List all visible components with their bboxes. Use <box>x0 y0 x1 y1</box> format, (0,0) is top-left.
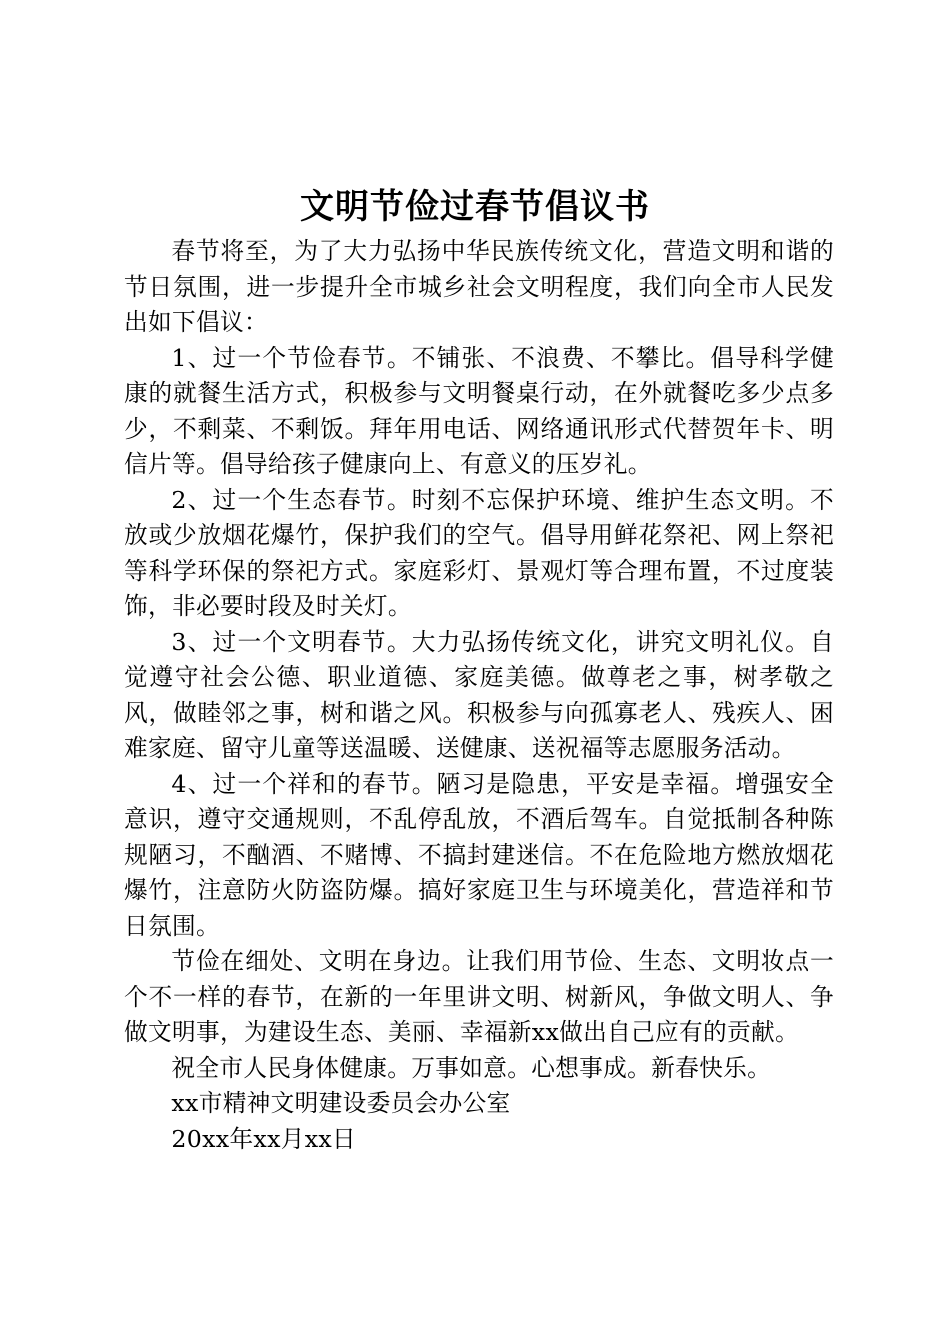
greeting-line: 祝全市人民身体健康。万事如意。心想事成。新春快乐。 <box>171 1053 772 1082</box>
proposal-item-1: 1、过一个节俭春节。不铺张、不浪费、不攀比。倡导科学健康的就餐生活方式，积极参与文明餐桌行动，在外就餐吃多少点多少，不剩菜、不剩饭。拜年用电话、网络通讯形式代替贺年卡、明信片等。倡导给孩子健康向上、有意义的压岁礼。 <box>124 343 834 478</box>
proposal-item-2: 2、过一个生态春节。时刻不忘保护环境、维护生态文明。不放或少放烟花爆竹，保护我们的空气。倡导用鲜花祭祀、网上祭祀等科学环保的祭祀方式。家庭彩灯、景观灯等合理布置，不过度装饰，非必要时段及时关灯。 <box>124 485 834 620</box>
document-body <box>124 234 834 1157</box>
date-line: 20xx年xx月xx日 <box>171 1124 357 1153</box>
closing-paragraph: 节俭在细处、文明在身边。让我们用节俭、生态、文明妆点一个不一样的春节，在新的一年里讲文明、树新风，争做文明人、争做文明事，为建设生态、美丽、幸福新xx做出自己应有的贡献。 <box>124 947 834 1046</box>
intro-paragraph: 春节将至，为了大力弘扬中华民族传统文化，营造文明和谐的节日氛围，进一步提升全市城乡社会文明程度，我们向全市人民发出如下倡议： <box>124 237 834 336</box>
proposal-item-3: 3、过一个文明春节。大力弘扬传统文化，讲究文明礼仪。自觉遵守社会公德、职业道德、家庭美德。做尊老之事，树孝敬之风，做睦邻之事，树和谐之风。积极参与向孤寡老人、残疾人、困难家庭、留守儿童等送温暖、送健康、送祝福等志愿服务活动。 <box>124 627 834 762</box>
signature-line: xx市精神文明建设委员会办公室 <box>171 1089 511 1117</box>
document-title: 文明节俭过春节倡议书 <box>300 187 650 227</box>
proposal-item-4: 4、过一个祥和的春节。陋习是隐患，平安是幸福。增强安全意识，遵守交通规则，不乱停乱放，不酒后驾车。自觉抵制各种陈规陋习，不酗酒、不赌博、不搞封建迷信。不在危险地方燃放烟花爆竹，注意防火防盗防爆。搞好家庭卫生与环境美化，营造祥和节日氛围。 <box>124 769 834 940</box>
